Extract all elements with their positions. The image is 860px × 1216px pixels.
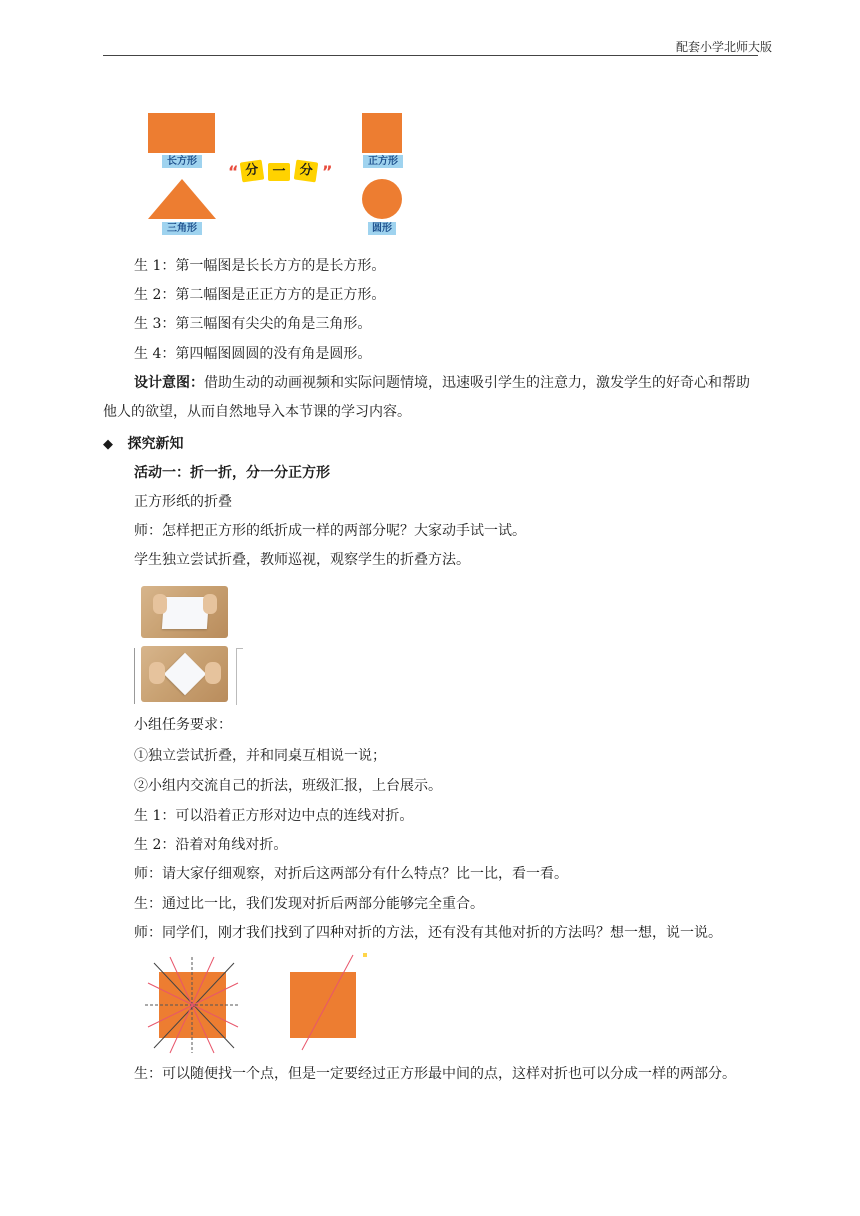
section-title: 探究新知 <box>127 436 184 452</box>
activity-title: 活动一：折一折，分一分正方形 <box>134 465 330 481</box>
divide-badge <box>226 157 334 187</box>
square-arbitrary-fold-figure <box>285 950 375 1055</box>
badge-char-2: 一 <box>268 163 290 181</box>
student-answer-3: 生 3：第三幅图有尖尖的角是三角形。 <box>134 316 372 332</box>
folding-photo-1 <box>141 586 228 638</box>
dialogue-line-5: 师：同学们，刚才我们找到了四种对折的方法，还有没有其他对折的方法吗？想一想，说一说。 <box>134 925 722 941</box>
activity-line-2: 师：怎样把正方形的纸折成一样的两部分呢？大家动手试一试。 <box>134 523 526 539</box>
square-fold-lines-figure <box>140 955 240 1055</box>
photo-bracket-right <box>236 648 243 705</box>
design-intent <box>103 369 759 427</box>
header-divider <box>103 55 758 56</box>
photo-bracket-left <box>134 648 137 704</box>
group-task-item-1: ①独立尝试折叠，并和同桌互相说一说； <box>134 748 386 764</box>
activity-line-3: 学生独立尝试折叠，教师巡视，观察学生的折叠方法。 <box>134 552 470 568</box>
diamond-bullet-icon: ◆ <box>103 437 113 452</box>
circle-shape <box>362 179 402 219</box>
design-intent-label: 设计意图： <box>134 375 204 391</box>
badge-char-1: 分 <box>240 160 265 183</box>
section-heading <box>103 434 183 455</box>
dialogue-line-1: 生 1：可以沿着正方形对边中点的连线对折。 <box>134 808 414 824</box>
design-intent-text: 借助生动的动画视频和实际问题情境，迅速吸引学生的注意力，激发学生的好奇心和帮助他人的欲望，从而自然地导入本节课的学习内容。 <box>103 375 750 420</box>
rectangle-shape <box>148 113 215 153</box>
student-answer-2: 生 2：第二幅图是正正方方的是正方形。 <box>134 287 386 303</box>
square-shape <box>362 113 402 153</box>
page-header: 配套小学北师大版 <box>675 40 772 54</box>
final-paragraph: 生：可以随便找一个点，但是一定要经过正方形最中间的点，这样对折也可以分成一样的两部分。 <box>134 1066 736 1082</box>
activity-line-1: 正方形纸的折叠 <box>134 494 232 510</box>
group-task-item-2: ②小组内交流自己的折法，班级汇报，上台展示。 <box>134 778 442 794</box>
student-answer-4: 生 4：第四幅图圆圆的没有角是圆形。 <box>134 346 372 362</box>
rectangle-label: 长方形 <box>162 155 202 168</box>
triangle-label: 三角形 <box>162 222 202 235</box>
group-task-title: 小组任务要求： <box>134 717 232 733</box>
dialogue-line-3: 师：请大家仔细观察，对折后这两部分有什么特点？比一比，看一看。 <box>134 866 568 882</box>
dialogue-line-4: 生：通过比一比，我们发现对折后两部分能够完全重合。 <box>134 896 484 912</box>
triangle-shape <box>147 178 217 220</box>
svg-text:“: “ <box>228 162 239 181</box>
square-label: 正方形 <box>363 155 403 168</box>
dialogue-line-2: 生 2：沿着对角线对折。 <box>134 837 288 853</box>
folding-photo-2 <box>141 646 228 702</box>
circle-label: 圆形 <box>368 222 396 235</box>
badge-char-3: 分 <box>294 160 319 183</box>
svg-text:”: ” <box>322 162 333 181</box>
student-answer-1: 生 1：第一幅图是长长方方的是长方形。 <box>134 258 386 274</box>
